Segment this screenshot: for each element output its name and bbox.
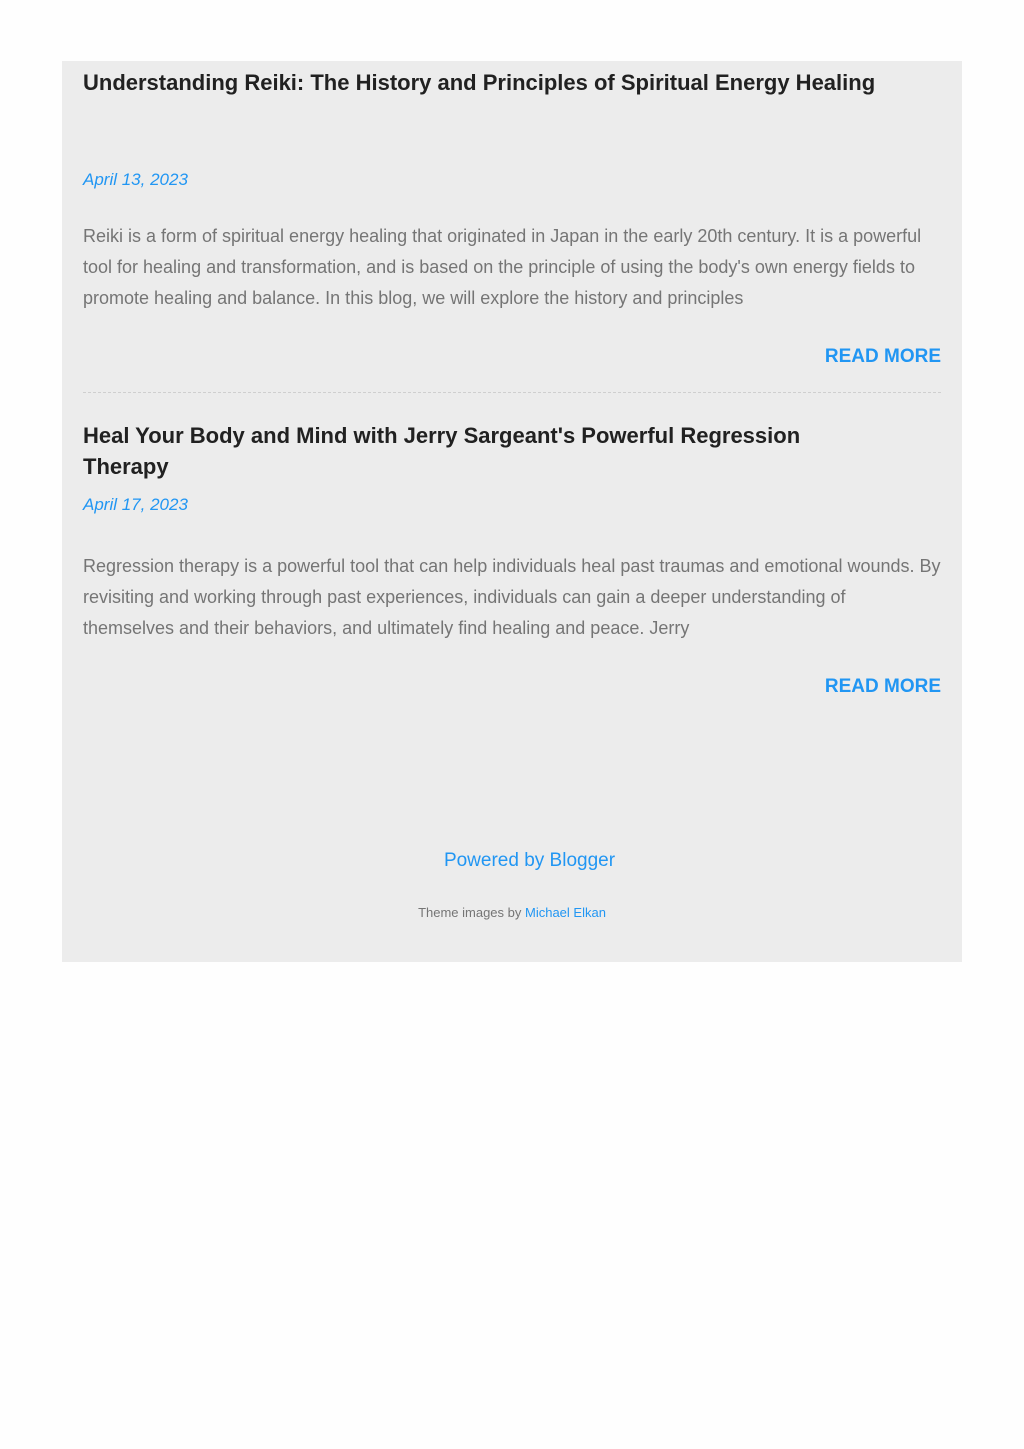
blog-post-list <box>62 61 962 962</box>
post-date[interactable]: April 17, 2023 <box>83 495 188 514</box>
post-card <box>83 420 941 710</box>
post-card <box>83 67 941 377</box>
powered-by-blogger-link[interactable]: Powered by Blogger <box>443 850 616 871</box>
post-snippet: Regression therapy is a powerful tool that can help individuals heal past traumas and emotional wounds. By revisiting and working through past experiences, individuals can gain a deeper understanding of themselves and their behaviors, and ultimately find healing and peace. Jerry <box>83 556 941 638</box>
theme-author-link[interactable]: Michael Elkan <box>525 905 606 920</box>
theme-credit-prefix: Theme images by <box>418 905 525 920</box>
post-title-link[interactable]: Heal Your Body and Mind with Jerry Sargeant's Powerful Regression Therapy <box>83 423 801 479</box>
read-more-button[interactable]: READ MORE <box>824 346 941 367</box>
post-date[interactable]: April 13, 2023 <box>83 170 188 189</box>
read-more-button[interactable]: READ MORE <box>824 676 941 697</box>
post-title-link[interactable]: Understanding Reiki: The History and Principles of Spiritual Energy Healing <box>83 70 876 95</box>
post-divider <box>83 392 941 393</box>
theme-credit <box>62 905 962 921</box>
post-snippet: Reiki is a form of spiritual energy healing that originated in Japan in the early 20th century. It is a powerful tool for healing and transformation, and is based on the principle of using the body's own energy fields to promote healing and balance. In this blog, we will explore the history and principles <box>83 226 922 308</box>
